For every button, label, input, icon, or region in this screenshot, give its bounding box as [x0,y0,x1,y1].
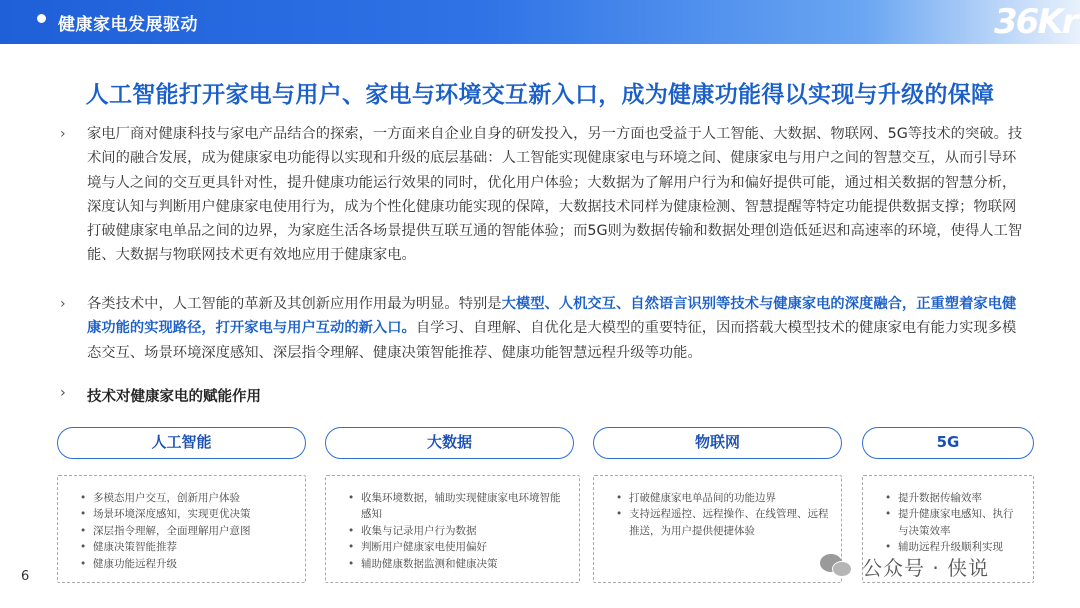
subheading-text: 技术对健康家电的赋能作用 [87,389,261,405]
column-title-big-data: 大数据 [325,427,574,459]
list-item: • 收集与记录用户行为数据 [348,523,569,539]
page-title: 人工智能打开家电与用户、家电与环境交互新入口，成为健康功能得以实现与升级的保障 [85,82,995,108]
column-title-iot: 物联网 [593,427,842,459]
column-box-ai [57,475,306,583]
list-item: • 健康决策智能推荐 [80,539,295,555]
list-item: • 支持远程遥控、远程操作、在线管理、远程推送，为用户提供便捷体验 [616,506,831,539]
column-title-5g: 5G [862,427,1034,459]
paragraph-1-text: 家电厂商对健康科技与家电产品结合的探索，一方面来自企业自身的研发投入，另一方面也受益于人工智能、大数据、物联网、5G等技术的突破。技术间的融合发展，成为健康家电功能得以实现和升级的底层基础：人工智能实现健康家电与环境之间、健康家电与用户之间的智慧交互，从而引导环境与人之间的交互更具针对性，提升健康功能运行效果的同时，优化用户体验；大数据为了解用户行为和偏好提供可能，通过相关数据的智慧分析，深度认知与判断用户健康家电使用行为，成为个性化健康功能实现的保障，大数据技术同样为健康检测、智慧提醒等特定功能提供数据支撑；物联网打破健康家电单品之间的边界，为家庭生活各场景提供互联互通的智能体验；而5G则为数据传输和数据处理创造低延迟和高速率的环境，使得人工智能、大数据与物联网技术更有效地应用于健康家电。 [87,126,1023,264]
paragraph-2-lead: 各类技术中，人工智能的革新及其创新应用作用最为明显。特别是 [87,296,502,312]
subheading [60,385,261,406]
wechat-icon [820,552,854,580]
chevron-right-icon: › [60,126,66,142]
list-item: • 辅助远程升级顺利实现 [885,539,1023,555]
list-item: • 提升健康家电感知、执行与决策效率 [885,506,1023,539]
column-title-ai: 人工智能 [57,427,306,459]
list-item: • 提升数据传输效率 [885,490,1023,506]
list-item: • 辅助健康数据监测和健康决策 [348,556,569,572]
column-box-iot [593,475,842,583]
paragraph-2 [60,292,1024,365]
paragraph-2-highlight: 大模型、人机交互、自然语言识别等技术与健康家电的深度融合，正重塑着家电健康功能的实现路径，打开家电与用户互动的新入口。 [87,296,1017,337]
list-item: • 多模态用户交互，创新用户体验 [80,490,295,506]
list-item: • 场景环境深度感知，实现更优决策 [80,506,295,522]
paragraph-2-text [87,292,1024,365]
header-dot-icon [37,14,46,23]
watermark [820,546,989,586]
page-number: 6 [21,569,30,584]
list-item: • 收集环境数据，辅助实现健康家电环境智能感知 [348,490,569,523]
watermark-text: 公众号 · 侠说 [862,555,990,580]
list-item: • 深层指令理解，全面理解用户意图 [80,523,295,539]
brand-logo: 36Kr [994,2,1077,42]
list-item: • 健康功能远程升级 [80,556,295,572]
column-box-big-data [325,475,580,583]
list-item: • 打破健康家电单品间的功能边界 [616,490,831,506]
chevron-right-icon: › [60,385,66,401]
chevron-right-icon: › [60,296,66,312]
header-bar [0,0,1080,44]
paragraph-2-tail: 自学习、自理解、自优化是大模型的重要特征，因而搭载大模型技术的健康家电有能力实现多模态交互、场景环境深度感知、深层指令理解、健康决策智能推荐、健康功能智慧远程升级等功能。 [87,320,1017,361]
section-title: 健康家电发展驱动 [58,15,198,35]
paragraph-1 [60,122,1024,268]
list-item: • 判断用户健康家电使用偏好 [348,539,569,555]
